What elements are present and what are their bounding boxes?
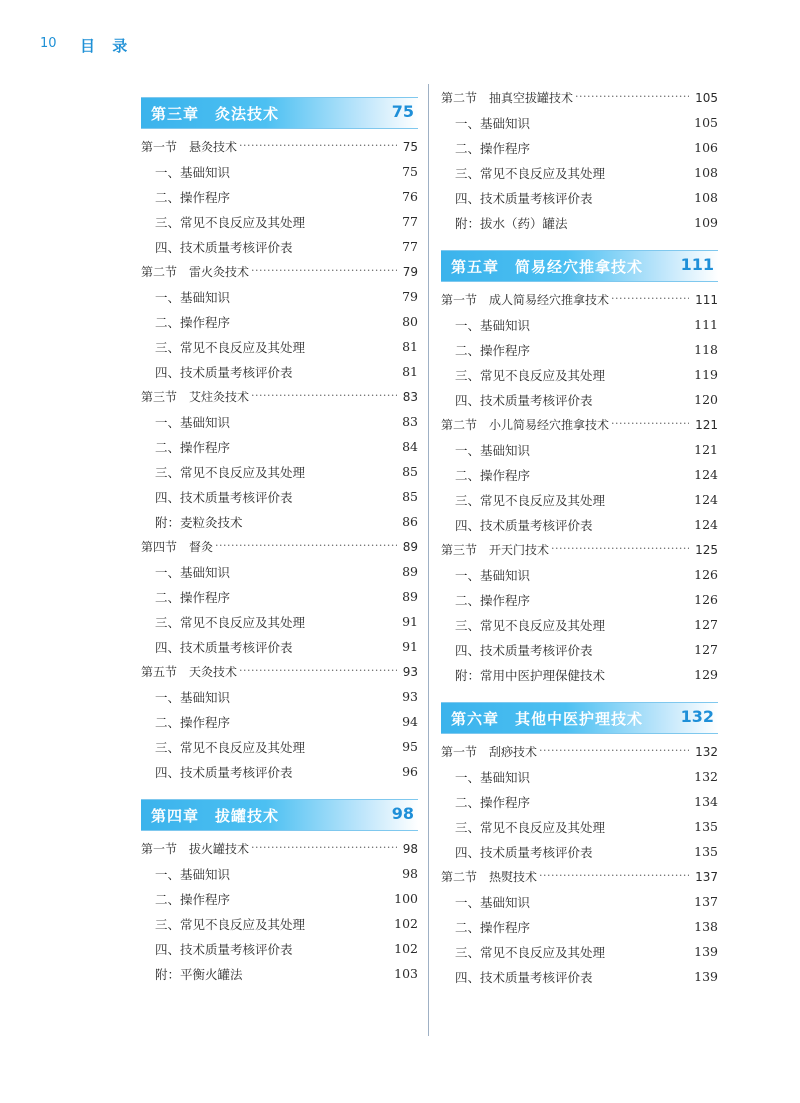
toc-subentry[interactable] xyxy=(441,110,718,135)
entry-page-number: 127 xyxy=(694,642,718,657)
entry-page-number: 96 xyxy=(402,764,418,779)
entry-page-number: 93 xyxy=(402,689,418,704)
entry-page-number: 119 xyxy=(694,367,718,382)
entry-text: 一、基础知识 xyxy=(155,414,231,430)
toc-subentry[interactable] xyxy=(141,409,418,434)
entry-page-number: 106 xyxy=(694,140,718,155)
toc-section-entry[interactable] xyxy=(441,412,718,437)
entry-text: 二、操作程序 xyxy=(455,140,531,156)
toc-section-entry[interactable] xyxy=(441,537,718,562)
toc-subentry[interactable] xyxy=(141,359,418,384)
entry-text: 第二节 雷火灸技术 xyxy=(141,265,250,279)
entry-page-number: 139 xyxy=(694,969,718,984)
leader-dots xyxy=(239,139,397,155)
entry-text: 第二节 热熨技术 xyxy=(441,870,538,884)
entry-page-number: 102 xyxy=(394,916,418,931)
entry-page-number: 105 xyxy=(695,90,718,105)
toc-subentry[interactable] xyxy=(141,284,418,309)
entry-page-number: 135 xyxy=(694,819,718,834)
entry-text: 三、常见不良反应及其处理 xyxy=(155,614,306,630)
entry-text: 三、常见不良反应及其处理 xyxy=(455,165,606,181)
toc-subentry[interactable] xyxy=(441,764,718,789)
entry-text: 二、操作程序 xyxy=(155,589,231,605)
toc-subentry[interactable] xyxy=(441,839,718,864)
entry-page-number: 95 xyxy=(402,739,418,754)
entry-page-number: 108 xyxy=(694,190,718,205)
toc-subentry[interactable] xyxy=(441,637,718,662)
toc-subentry[interactable] xyxy=(441,789,718,814)
toc-subentry[interactable] xyxy=(441,814,718,839)
entry-text: 一、基础知识 xyxy=(455,442,531,458)
chapter-page-number: 98 xyxy=(391,804,414,823)
entry-text: 二、操作程序 xyxy=(155,189,231,205)
chapter-title: 第三章 灸法技术 xyxy=(151,105,280,123)
entry-text: 第一节 拔火罐技术 xyxy=(141,842,250,856)
toc-subentry[interactable] xyxy=(141,886,418,911)
entry-page-number: 129 xyxy=(694,667,718,682)
toc-subentry[interactable] xyxy=(441,562,718,587)
toc-subentry[interactable] xyxy=(141,209,418,234)
entry-text: 四、技术质量考核评价表 xyxy=(455,844,593,860)
entry-page-number: 77 xyxy=(402,214,418,229)
entry-page-number: 102 xyxy=(394,941,418,956)
toc-subentry[interactable] xyxy=(141,759,418,784)
entry-text: 二、操作程序 xyxy=(155,714,231,730)
entry-text: 四、技术质量考核评价表 xyxy=(155,941,293,957)
toc-subentry[interactable] xyxy=(141,634,418,659)
toc-subentry[interactable] xyxy=(441,939,718,964)
entry-page-number: 98 xyxy=(402,866,418,881)
entry-text: 附：常用中医护理保健技术 xyxy=(455,667,606,683)
chapter-gap xyxy=(441,235,718,250)
toc-subentry[interactable] xyxy=(441,210,718,235)
entry-text: 第二节 抽真空拔罐技术 xyxy=(441,91,574,105)
chapter-gap xyxy=(441,687,718,702)
toc-subentry[interactable] xyxy=(141,484,418,509)
toc-subentry[interactable] xyxy=(441,160,718,185)
entry-text: 附：平衡火罐法 xyxy=(155,966,243,982)
toc-subentry[interactable] xyxy=(441,462,718,487)
entry-text: 三、常见不良反应及其处理 xyxy=(455,944,606,960)
entry-text: 四、技术质量考核评价表 xyxy=(455,517,593,533)
entry-text: 三、常见不良反应及其处理 xyxy=(155,916,306,932)
entry-text: 第三节 开天门技术 xyxy=(441,543,550,557)
chapter-heading[interactable] xyxy=(441,250,718,282)
chapter-heading[interactable] xyxy=(441,702,718,734)
toc-section-entry[interactable] xyxy=(441,864,718,889)
entry-text: 四、技术质量考核评价表 xyxy=(155,239,293,255)
entry-text: 三、常见不良反应及其处理 xyxy=(155,739,306,755)
toc-subentry[interactable] xyxy=(441,185,718,210)
entry-page-number: 135 xyxy=(694,844,718,859)
entry-page-number: 121 xyxy=(695,417,718,432)
chapter-heading[interactable] xyxy=(141,97,418,129)
leader-dots xyxy=(251,841,397,857)
toc-subentry[interactable] xyxy=(141,584,418,609)
entry-page-number: 139 xyxy=(694,944,718,959)
toc-subentry[interactable] xyxy=(441,337,718,362)
entry-text: 第一节 刮痧技术 xyxy=(441,745,538,759)
entry-page-number: 89 xyxy=(402,564,418,579)
page-number: 10 xyxy=(40,36,57,51)
toc-section-entry[interactable] xyxy=(141,836,418,861)
entry-text: 四、技术质量考核评价表 xyxy=(155,489,293,505)
toc-subentry[interactable] xyxy=(141,184,418,209)
entry-page-number: 98 xyxy=(402,841,418,856)
entry-page-number: 132 xyxy=(694,769,718,784)
entry-text: 三、常见不良反应及其处理 xyxy=(155,464,306,480)
toc-subentry[interactable] xyxy=(141,509,418,534)
entry-page-number: 125 xyxy=(695,542,718,557)
leader-dots xyxy=(251,389,397,405)
entry-page-number: 124 xyxy=(694,517,718,532)
toc-column-right xyxy=(441,85,718,989)
entry-page-number: 93 xyxy=(402,664,418,679)
entry-text: 一、基础知识 xyxy=(155,866,231,882)
entry-text: 第五节 天灸技术 xyxy=(141,665,238,679)
entry-text: 第一节 悬灸技术 xyxy=(141,140,238,154)
entry-page-number: 111 xyxy=(694,317,718,332)
toc-section-entry[interactable] xyxy=(141,659,418,684)
toc-subentry[interactable] xyxy=(141,459,418,484)
entry-page-number: 127 xyxy=(694,617,718,632)
entry-text: 四、技术质量考核评价表 xyxy=(155,764,293,780)
entry-text: 四、技术质量考核评价表 xyxy=(455,642,593,658)
entry-page-number: 132 xyxy=(695,744,718,759)
entry-text: 三、常见不良反应及其处理 xyxy=(155,214,306,230)
entry-text: 四、技术质量考核评价表 xyxy=(155,364,293,380)
entry-page-number: 103 xyxy=(394,966,418,981)
entry-text: 三、常见不良反应及其处理 xyxy=(455,492,606,508)
toc-subentry[interactable] xyxy=(441,362,718,387)
entry-text: 一、基础知识 xyxy=(455,894,531,910)
toc-subentry[interactable] xyxy=(141,861,418,886)
toc-section-entry[interactable] xyxy=(441,287,718,312)
leader-dots xyxy=(575,90,689,106)
toc-subentry[interactable] xyxy=(441,662,718,687)
entry-page-number: 89 xyxy=(402,589,418,604)
entry-page-number: 137 xyxy=(694,894,718,909)
entry-text: 三、常见不良反应及其处理 xyxy=(455,617,606,633)
entry-page-number: 109 xyxy=(694,215,718,230)
toc-subentry[interactable] xyxy=(441,387,718,412)
entry-page-number: 79 xyxy=(402,289,418,304)
toc-subentry[interactable] xyxy=(141,936,418,961)
entry-text: 一、基础知识 xyxy=(455,317,531,333)
toc-column-left xyxy=(141,97,418,986)
entry-text: 三、常见不良反应及其处理 xyxy=(155,339,306,355)
entry-page-number: 91 xyxy=(402,614,418,629)
entry-text: 第二节 小儿简易经穴推拿技术 xyxy=(441,418,610,432)
entry-page-number: 124 xyxy=(694,467,718,482)
entry-page-number: 76 xyxy=(402,189,418,204)
toc-subentry[interactable] xyxy=(141,684,418,709)
leader-dots xyxy=(215,539,397,555)
leader-dots xyxy=(251,264,397,280)
leader-dots xyxy=(551,542,689,558)
entry-text: 二、操作程序 xyxy=(455,467,531,483)
entry-page-number: 121 xyxy=(694,442,718,457)
entry-page-number: 126 xyxy=(694,592,718,607)
entry-text: 三、常见不良反应及其处理 xyxy=(455,819,606,835)
toc-subentry[interactable] xyxy=(141,334,418,359)
chapter-page-number: 75 xyxy=(391,102,414,121)
entry-page-number: 84 xyxy=(402,439,418,454)
toc-section-entry[interactable] xyxy=(441,739,718,764)
toc-subentry[interactable] xyxy=(141,559,418,584)
chapter-title: 第四章 拔罐技术 xyxy=(151,807,280,825)
chapter-title: 第五章 简易经穴推拿技术 xyxy=(451,258,644,276)
entry-page-number: 91 xyxy=(402,639,418,654)
entry-text: 三、常见不良反应及其处理 xyxy=(455,367,606,383)
toc-subentry[interactable] xyxy=(141,709,418,734)
toc-subentry[interactable] xyxy=(141,309,418,334)
toc-subentry[interactable] xyxy=(141,609,418,634)
entry-text: 一、基础知识 xyxy=(455,115,531,131)
entry-text: 一、基础知识 xyxy=(455,769,531,785)
entry-page-number: 75 xyxy=(402,164,418,179)
entry-text: 附：拔水（药）罐法 xyxy=(455,215,568,231)
entry-page-number: 118 xyxy=(694,342,718,357)
entry-text: 一、基础知识 xyxy=(455,567,531,583)
toc-subentry[interactable] xyxy=(441,914,718,939)
toc-section-entry[interactable] xyxy=(141,384,418,409)
entry-text: 第三节 艾炷灸技术 xyxy=(141,390,250,404)
toc-subentry[interactable] xyxy=(141,234,418,259)
leader-dots xyxy=(239,664,397,680)
entry-text: 第四节 督灸 xyxy=(141,540,214,554)
entry-page-number: 85 xyxy=(402,464,418,479)
toc-section-entry[interactable] xyxy=(141,534,418,559)
entry-text: 二、操作程序 xyxy=(155,439,231,455)
entry-text: 二、操作程序 xyxy=(455,794,531,810)
toc-subentry[interactable] xyxy=(441,437,718,462)
toc-section-entry[interactable] xyxy=(141,134,418,159)
entry-page-number: 80 xyxy=(402,314,418,329)
toc-subentry[interactable] xyxy=(441,135,718,160)
entry-text: 第一节 成人简易经穴推拿技术 xyxy=(441,293,610,307)
entry-page-number: 83 xyxy=(402,389,418,404)
toc-subentry[interactable] xyxy=(441,889,718,914)
entry-text: 四、技术质量考核评价表 xyxy=(455,969,593,985)
column-divider xyxy=(428,84,429,1036)
entry-page-number: 86 xyxy=(402,514,418,529)
entry-page-number: 75 xyxy=(402,139,418,154)
leader-dots xyxy=(611,417,689,433)
entry-page-number: 77 xyxy=(402,239,418,254)
entry-page-number: 138 xyxy=(694,919,718,934)
entry-page-number: 94 xyxy=(402,714,418,729)
entry-text: 一、基础知识 xyxy=(155,564,231,580)
entry-text: 二、操作程序 xyxy=(455,342,531,358)
entry-page-number: 79 xyxy=(402,264,418,279)
entry-text: 附：麦粒灸技术 xyxy=(155,514,243,530)
toc-subentry[interactable] xyxy=(441,312,718,337)
entry-text: 二、操作程序 xyxy=(455,592,531,608)
toc-subentry[interactable] xyxy=(441,964,718,989)
entry-text: 二、操作程序 xyxy=(155,314,231,330)
entry-page-number: 105 xyxy=(694,115,718,130)
leader-dots xyxy=(539,869,689,885)
entry-page-number: 89 xyxy=(402,539,418,554)
entry-page-number: 83 xyxy=(402,414,418,429)
entry-text: 四、技术质量考核评价表 xyxy=(455,392,593,408)
entry-text: 一、基础知识 xyxy=(155,689,231,705)
entry-text: 二、操作程序 xyxy=(455,919,531,935)
entry-text: 一、基础知识 xyxy=(155,289,231,305)
entry-page-number: 81 xyxy=(402,364,418,379)
toc-subentry[interactable] xyxy=(141,911,418,936)
toc-subentry[interactable] xyxy=(441,612,718,637)
entry-page-number: 134 xyxy=(694,794,718,809)
toc-subentry[interactable] xyxy=(441,587,718,612)
entry-page-number: 111 xyxy=(695,292,718,307)
chapter-page-number: 111 xyxy=(680,255,714,274)
toc-subentry[interactable] xyxy=(141,159,418,184)
leader-dots xyxy=(611,292,689,308)
entry-page-number: 81 xyxy=(402,339,418,354)
entry-text: 四、技术质量考核评价表 xyxy=(155,639,293,655)
entry-page-number: 124 xyxy=(694,492,718,507)
chapter-title: 第六章 其他中医护理技术 xyxy=(451,710,644,728)
leader-dots xyxy=(539,744,689,760)
chapter-heading[interactable] xyxy=(141,799,418,831)
entry-text: 一、基础知识 xyxy=(155,164,231,180)
chapter-gap xyxy=(141,784,418,799)
toc-subentry[interactable] xyxy=(441,487,718,512)
toc-section-entry[interactable] xyxy=(141,259,418,284)
chapter-page-number: 132 xyxy=(680,707,714,726)
entry-page-number: 137 xyxy=(695,869,718,884)
entry-page-number: 126 xyxy=(694,567,718,582)
entry-page-number: 120 xyxy=(694,392,718,407)
entry-page-number: 108 xyxy=(694,165,718,180)
entry-text: 四、技术质量考核评价表 xyxy=(455,190,593,206)
toc-subentry[interactable] xyxy=(141,434,418,459)
entry-page-number: 85 xyxy=(402,489,418,504)
toc-subentry[interactable] xyxy=(441,512,718,537)
toc-subentry[interactable] xyxy=(141,961,418,986)
toc-section-entry[interactable] xyxy=(441,85,718,110)
entry-text: 二、操作程序 xyxy=(155,891,231,907)
page-title: 目 录 xyxy=(80,37,134,55)
entry-page-number: 100 xyxy=(394,891,418,906)
toc-subentry[interactable] xyxy=(141,734,418,759)
